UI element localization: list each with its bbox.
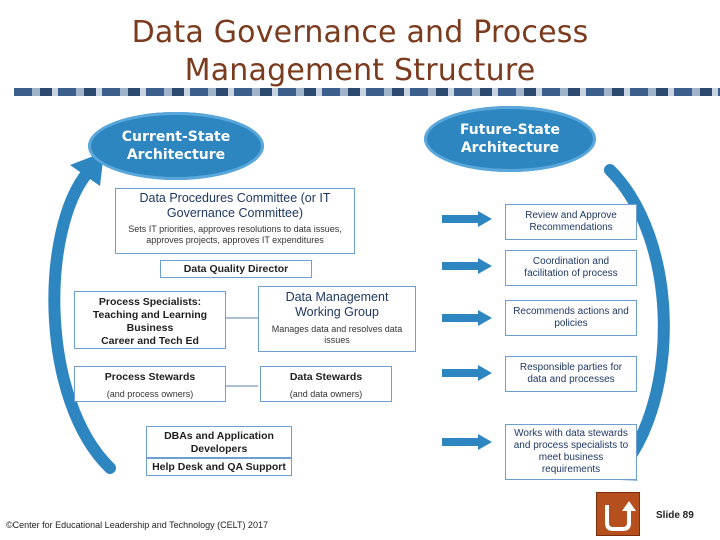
data-stewards-heading: Data Stewards <box>289 371 363 383</box>
helpdesk-box <box>146 458 292 476</box>
committee-description: Sets IT priorities, approves resolutions to data issues, approves projects, approves IT expenditures <box>128 224 342 245</box>
working-group-heading: Data Management Working Group <box>285 290 389 319</box>
data-quality-director-box <box>160 260 312 278</box>
future-state-line-1: Future-State <box>459 122 561 138</box>
working-group-box <box>258 286 416 352</box>
right-arrow-2 <box>442 258 492 274</box>
process-stewards-heading: Process Stewards <box>104 371 196 383</box>
dbas-box <box>146 426 292 458</box>
helpdesk-label: Help Desk and QA Support <box>152 461 286 473</box>
footer-copyright: ©Center for Educational Leadership and Technology (CELT) 2017 <box>6 520 268 530</box>
right-arrow-5 <box>442 434 492 450</box>
title-line-2: Management Structure <box>184 53 536 88</box>
dbas-line-2: Developers <box>190 443 248 455</box>
current-state-line-1: Current-State <box>121 129 231 145</box>
process-specialists-line-2: Teaching and Learning <box>92 309 208 321</box>
process-stewards-sub: (and process owners) <box>106 389 194 399</box>
process-specialists-line-4: Career and Tech Ed <box>101 335 199 347</box>
committee-heading: Data Procedures Committee (or IT Governance Committee) <box>139 191 331 220</box>
right-box-2: Coordination and facilitation of process <box>505 250 637 286</box>
process-specialists-box <box>74 291 226 349</box>
u-turn-icon <box>597 493 639 535</box>
future-state-line-2: Architecture <box>460 140 560 156</box>
data-stewards-box <box>260 366 392 402</box>
u-turn-logo <box>596 492 640 536</box>
title-line-1: Data Governance and Process <box>131 15 589 50</box>
slide-number: Slide 89 <box>656 510 694 521</box>
right-box-3: Recommends actions and policies <box>505 300 637 336</box>
process-specialists-line-1: Process Specialists: <box>98 296 202 308</box>
data-stewards-sub: (and data owners) <box>289 389 363 399</box>
right-box-4: Responsible parties for data and processes <box>505 356 637 392</box>
process-specialists-line-3: Business <box>126 322 174 334</box>
right-arrow-4 <box>442 365 492 381</box>
right-box-5: Works with data stewards and process specialists to meet business requirements <box>505 424 637 480</box>
dbas-line-1: DBAs and Application <box>164 430 274 442</box>
right-arrow-1 <box>442 211 492 227</box>
working-group-description: Manages data and resolves data issues <box>271 324 403 345</box>
process-stewards-box <box>74 366 226 402</box>
right-arrow-3 <box>442 310 492 326</box>
right-box-1: Review and Approve Recommendations <box>505 204 637 240</box>
current-state-oval <box>88 112 264 180</box>
data-quality-director-label: Data Quality Director <box>183 263 289 275</box>
current-state-line-2: Architecture <box>126 147 226 163</box>
future-state-oval <box>424 106 596 172</box>
committee-box <box>115 188 355 254</box>
